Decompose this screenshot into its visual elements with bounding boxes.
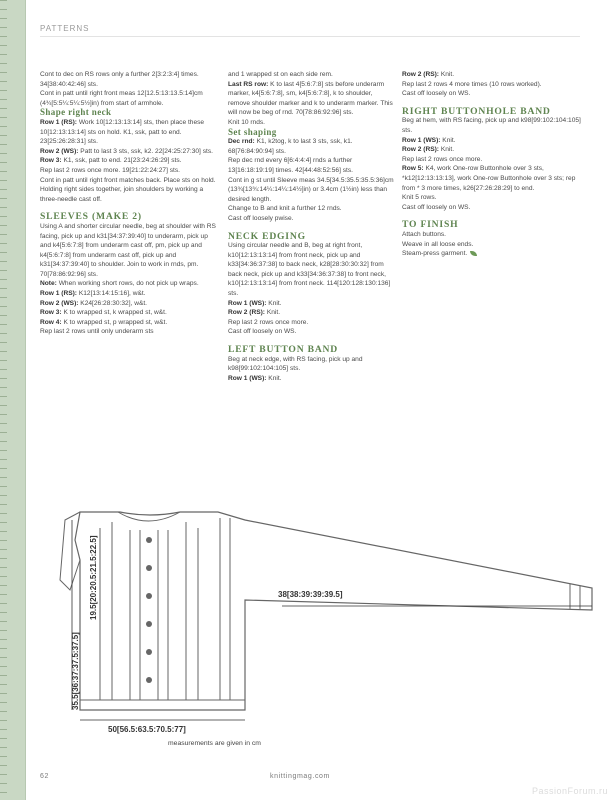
heading-shape-right-neck: Shape right neck bbox=[40, 107, 112, 118]
paragraph: Holding right sides together, join shoulders by working a three-needle cast off. bbox=[40, 186, 204, 203]
paragraph: Cast off loosely on WS. bbox=[402, 203, 471, 211]
paragraph: Rep last 2 rows 4 more times (10 rows worked). bbox=[402, 80, 542, 88]
paragraph: Rep last 2 rows once more. bbox=[402, 155, 483, 163]
column-1 bbox=[40, 70, 220, 337]
instruction-row: Row 2 (WS): Patt to last 3 sts, ssk, k2. 22[24:25:27:30] sts. bbox=[40, 147, 213, 155]
paragraph: Rep last 2 rows until only underarm sts bbox=[40, 328, 154, 336]
paragraph: Cast off loosely pwise. bbox=[228, 214, 294, 222]
ruler-margin bbox=[0, 0, 26, 800]
cardigan-schematic bbox=[40, 500, 610, 760]
paragraph: Beg at hem, with RS facing, pick up and k98[99:102:104:105] sts. bbox=[402, 117, 581, 134]
instruction-row: Row 5: K4, work One-row Buttonhole over 3 sts, *k12[12:13:13:13], work One-row Buttonhole over 3 sts; rep from * 3 more times, k26[27:26:28:29] to end. bbox=[402, 165, 576, 192]
paragraph: Cont in patt until right front matches back. Place sts on hold. bbox=[40, 176, 216, 184]
paragraph: Cast off loosely on WS. bbox=[402, 90, 471, 98]
dimension-sleeve-length: 38[38:39:39:39.5] bbox=[278, 590, 343, 599]
paragraph: Rep last 2 rows once more. bbox=[228, 318, 309, 326]
column-3 bbox=[402, 70, 582, 259]
paragraph: Weave in all loose ends. bbox=[402, 240, 474, 248]
heading-left-button-band: LEFT BUTTON BAND bbox=[228, 344, 339, 356]
instruction-row: Dec rnd: K1, k2tog, k to last 3 sts, ssk, k1. 68[76:84:90:94] sts. bbox=[228, 138, 353, 155]
dimension-body-width: 50[56.5:63.5:70.5:77] bbox=[108, 725, 186, 734]
paragraph: Cast off loosely on WS. bbox=[228, 328, 297, 336]
dimension-body-length: 35.5[36:37:37.5:37.5] bbox=[71, 632, 80, 710]
instruction-row: Row 1 (WS): Knit. bbox=[402, 136, 456, 144]
page-number: 62 bbox=[40, 773, 49, 780]
instruction-row: Row 1 (RS): K12[13:14:15:16], w&t. bbox=[40, 290, 146, 298]
column-2 bbox=[228, 70, 394, 383]
section-label: PATTERNS bbox=[40, 24, 90, 33]
instruction-row: Row 4: K to wrapped st, p wrapped st, w&t. bbox=[40, 318, 168, 326]
paragraph: Knit 5 rows. bbox=[402, 194, 437, 202]
paragraph: Rep last 2 rows once more. 19[21:22:24:27] sts. bbox=[40, 166, 181, 174]
diagram-caption: measurements are given in cm bbox=[168, 740, 261, 747]
heading-sleeves: SLEEVES (MAKE 2) bbox=[40, 211, 142, 223]
paragraph: Steam-press garment. bbox=[402, 249, 582, 259]
paragraph: Using A and shorter circular needle, beg at shoulder with RS facing, pick up and k31[34:37:39:40] to underarm, pick up and k4[5:6:7:8] from underarm cast off, pm, pick up and k4[5:6:7:8] from underarm cast off, pick up and k31[34:37:39:40] to shoulder. Join to work in rnds, pm. 70[78:86:92:96] sts. bbox=[40, 222, 216, 278]
paragraph: and 1 wrapped st on each side rem. bbox=[228, 71, 333, 78]
paragraph: Beg at neck edge, with RS facing, pick up and k98[99:102:104:105] sts. bbox=[228, 355, 363, 373]
watermark: PassionForum.ru bbox=[531, 786, 608, 796]
paragraph: Knit 10 rnds. bbox=[228, 118, 266, 126]
heading-to-finish: TO FINISH bbox=[402, 219, 459, 231]
instruction-row: Row 1 (WS): Knit. bbox=[228, 299, 282, 307]
instruction-row: Row 2 (RS): Knit. bbox=[402, 71, 455, 78]
instruction-row: Last RS row: K to last 4[5:6:7:8] sts before underarm marker, k4[5:6:7:8], sm, k4[5:6:7:8], k to shoulder, remove shoulder marker and k to underarm marker. This will now be beg of rnd. 70[78:86:92:96] sts. bbox=[228, 80, 393, 117]
instruction-row: Row 2 (RS): Knit. bbox=[402, 146, 455, 154]
paragraph: Using circular needle and B, beg at right front, k10[12:13:13:14] from front neck, pick up and k33[34:36:37:38] to back neck, k28[28:30:30:32] from back neck, pick up and k33[34:36:37:38] to front neck, k10[12:13:13:14] from front neck. 114[120:128:130:136] sts. bbox=[228, 242, 391, 298]
instruction-row: Row 1 (WS): Knit. bbox=[228, 374, 282, 382]
instruction-row: Row 3: K to wrapped st, k wrapped st, w&t. bbox=[40, 309, 167, 317]
instruction-row: Row 3: K1, ssk, patt to end. 21[23:24:26:29] sts. bbox=[40, 157, 182, 165]
paragraph: Cont in patt until right front meas 12[12.5:13:13.5:14]cm (4¾[5:5¼:5¼:5½]in) from start of armhole. bbox=[40, 90, 203, 107]
heading-neck-edging: NECK EDGING bbox=[228, 230, 306, 242]
dimension-armhole-depth: 19.5[20:20.5:21.5:22.5] bbox=[89, 535, 98, 620]
paragraph: Cont to dec on RS rows only a further 2[3:2:3:4] times. 34[38:40:42:46] sts. bbox=[40, 71, 199, 88]
paragraph: Change to B and knit a further 12 rnds. bbox=[228, 205, 342, 213]
header-divider bbox=[40, 36, 580, 37]
instruction-row: Row 2 (WS): K24[26:28:30:32], w&t. bbox=[40, 299, 148, 307]
paragraph: Cont in g st until Sleeve meas 34.5[34.5:35.5:35.5:36]cm (13¾[13¾:14¼:14¼:14½]in) or 3.4cm (1½in) less than desired length. bbox=[228, 176, 394, 203]
leaf-icon bbox=[470, 251, 477, 256]
note: Note: When working short rows, do not pick up wraps. bbox=[40, 280, 199, 288]
website: knittingmag.com bbox=[270, 773, 330, 780]
instruction-row: Row 2 (RS): Knit. bbox=[228, 309, 281, 317]
paragraph: Attach buttons. bbox=[402, 230, 446, 238]
heading-right-buttonhole-band: RIGHT BUTTONHOLE BAND bbox=[402, 105, 551, 117]
heading-set-shaping: Set shaping bbox=[228, 126, 277, 137]
instruction-row: Row 1 (RS): Work 10[12:13:13:14] sts, then place these 10[12:13:13:14] sts on hold. K1, ssk, patt to end. 23[25:26:28:31] sts. bbox=[40, 118, 205, 146]
paragraph: Rep dec rnd every 6[6:4:4:4] rnds a further 13[16:18:19:19] times. 42[44:48:52:56] sts. bbox=[228, 157, 354, 174]
